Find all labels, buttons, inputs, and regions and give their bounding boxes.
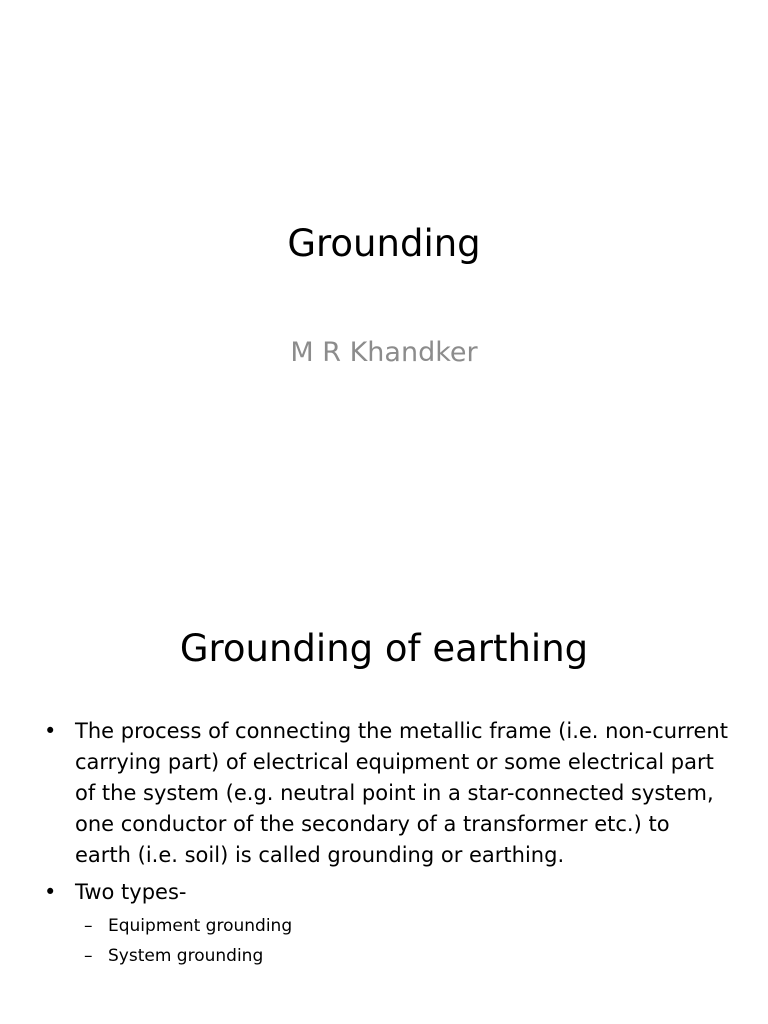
- sub-bullet-text: System grounding: [108, 946, 264, 966]
- bullet-marker: •: [44, 719, 57, 743]
- bullet-text: Two types-: [75, 880, 187, 904]
- sub-bullet-text: Equipment grounding: [108, 916, 293, 936]
- bullet-item: [42, 877, 732, 908]
- content-slide: [0, 512, 768, 1024]
- slide-title: Grounding of earthing: [179, 627, 589, 670]
- bullet-text: The process of connecting the metallic frame (i.e. non-current carrying part) of electrical equipment or some electrical part of the system (e.g. neutral point in a star-connected system, one conductor of the secondary of a transformer etc.) to earth (i.e. soil) is called grounding or earthing.: [75, 719, 728, 867]
- slide-subtitle-author: M R Khandker: [290, 337, 478, 368]
- bullet-item: [42, 716, 732, 871]
- sub-bullet-marker: –: [84, 946, 93, 966]
- slide-title: Grounding: [287, 222, 481, 265]
- sub-bullet-item: [42, 944, 732, 969]
- sub-bullet-item: [42, 914, 732, 939]
- bullet-list: [42, 716, 732, 969]
- sub-bullet-marker: –: [84, 916, 93, 936]
- bullet-marker: •: [44, 880, 57, 904]
